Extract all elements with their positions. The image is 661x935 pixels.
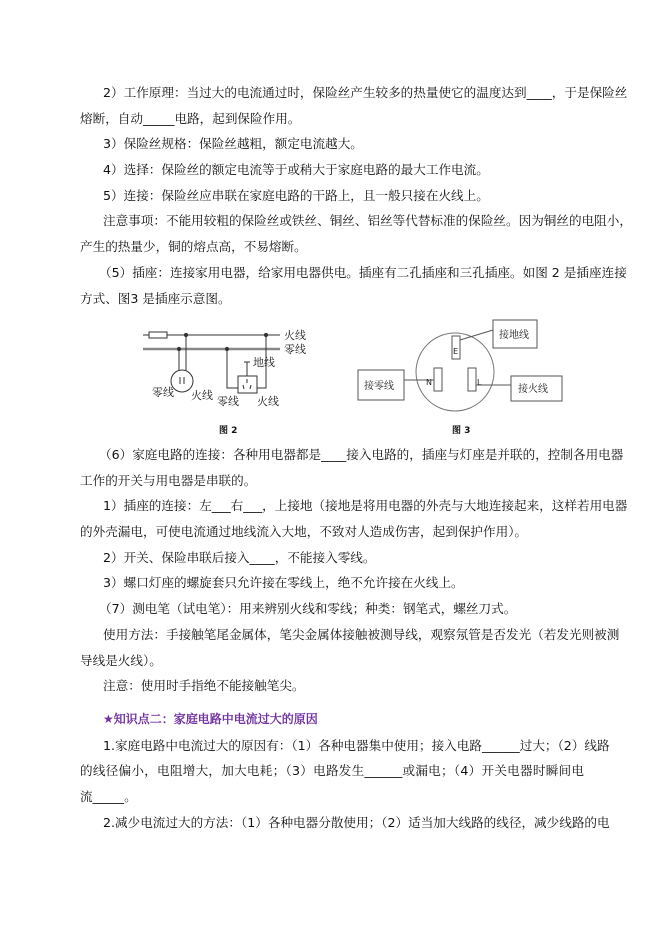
text-line: （6）家庭电路的连接：各种用电器都是____接入电路的，插座与灯座是并联的，控制各用电器 bbox=[99, 447, 624, 462]
label-live-box: 接火线 bbox=[518, 384, 548, 395]
text-line: 的线径偏小，电阻增大，加大电耗；（3）电路发生______或漏电；（4）开关电器时瞬间电 bbox=[80, 763, 584, 779]
three-hole-socket-icon bbox=[238, 376, 257, 393]
label-live-wire: 火线 bbox=[284, 329, 306, 342]
figure-2-caption: 图 2 bbox=[219, 426, 238, 436]
label-socket-neutral: 零线 bbox=[152, 386, 174, 399]
text-line: 1）插座的连接：左___右___，上接地（接地是将用电器的外壳与大地连接起来，这样若用电器 bbox=[103, 498, 628, 514]
text-line: 3）保险丝规格：保险丝越粗，额定电流越大。 bbox=[103, 136, 363, 152]
text-line: 注意事项：不能用较粗的保险丝或铁丝、铜丝、铝丝等代替标准的保险丝。因为铜丝的电阻小， bbox=[103, 213, 632, 229]
text-line: 5）连接：保险丝应串联在家庭电路的干路上，且一般只接在火线上。 bbox=[103, 187, 489, 203]
label-ground-wire: 地线 bbox=[253, 356, 275, 369]
text-line: （5）插座：连接家用电器，给家用电器供电。插座有二孔插座和三孔插座。如图 2 是插座连接 bbox=[99, 264, 627, 280]
figure-3-socket-diagram bbox=[358, 320, 562, 411]
text-line: 2.减少电流过大的方法：（1）各种电器分散使用；（2）适当加大线路的线径，减少线路的电 bbox=[103, 814, 610, 830]
text-line: 2）开关、保险串联后接入____，不能接入零线。 bbox=[103, 549, 376, 565]
label-socket-live: 火线 bbox=[191, 389, 213, 402]
text-line: 2）工作原理：当过大的电流通过时，保险丝产生较多的热量使它的温度达到____，于是保险丝 bbox=[103, 85, 628, 100]
label-l: L bbox=[477, 378, 482, 387]
label-socket3-neutral: 零线 bbox=[217, 395, 239, 408]
knowledge-point-two bbox=[80, 707, 610, 835]
label-ground-box: 接地线 bbox=[499, 330, 529, 341]
text-line: 熔断，自动_____电路，起到保险作用。 bbox=[80, 110, 301, 126]
figure-3-caption: 图 3 bbox=[452, 426, 471, 436]
text-line: 注意：使用时手指绝不能接触笔尖。 bbox=[103, 678, 305, 694]
text-line: 方式、图3 是插座示意图。 bbox=[80, 290, 231, 306]
section-heading: ★知识点二：家庭电路中电流过大的原因 bbox=[103, 712, 318, 726]
text-line: 导线是火线）。 bbox=[80, 652, 162, 668]
text-line: 的外壳漏电，可使电流通过地线流入大地，不致对人造成伤害，起到保护作用）。 bbox=[80, 524, 528, 540]
label-neutral-box: 接零线 bbox=[364, 381, 394, 392]
fuse-icon bbox=[149, 332, 167, 338]
label-neutral-wire: 零线 bbox=[284, 343, 306, 356]
text-line: （7）测电笔（试电笔）：用来辨别火线和零线；种类：钢笔式，螺丝刀式。 bbox=[99, 601, 517, 617]
text-line: 3）螺口灯座的螺旋套只允许接在零线上，绝不允许接在火线上。 bbox=[103, 575, 464, 591]
text-line: 工作的开关与用电器是串联的。 bbox=[80, 472, 257, 488]
text-line: 流_____。 bbox=[80, 789, 137, 805]
label-n: N bbox=[426, 378, 432, 387]
text-line: 4）选择：保险丝的额定电流等于或稍大于家庭电路的最大工作电流。 bbox=[103, 162, 489, 178]
label-e: E bbox=[453, 347, 459, 356]
circuit-connection-section bbox=[80, 442, 628, 699]
text-line: 使用方法：手接触笔尾金属体，笔尖金属体接触被测导线，观察氖管是否发光（若发光则被测 bbox=[103, 626, 620, 642]
two-hole-socket-icon bbox=[171, 370, 193, 392]
text-line: 产生的热量少，铜的熔点高，不易熔断。 bbox=[80, 239, 307, 255]
text-line: 1.家庭电路中电流过大的原因有：（1）各种电器集中使用；接入电路______过大；（2）线路 bbox=[103, 737, 610, 753]
label-socket3-live: 火线 bbox=[257, 395, 279, 408]
